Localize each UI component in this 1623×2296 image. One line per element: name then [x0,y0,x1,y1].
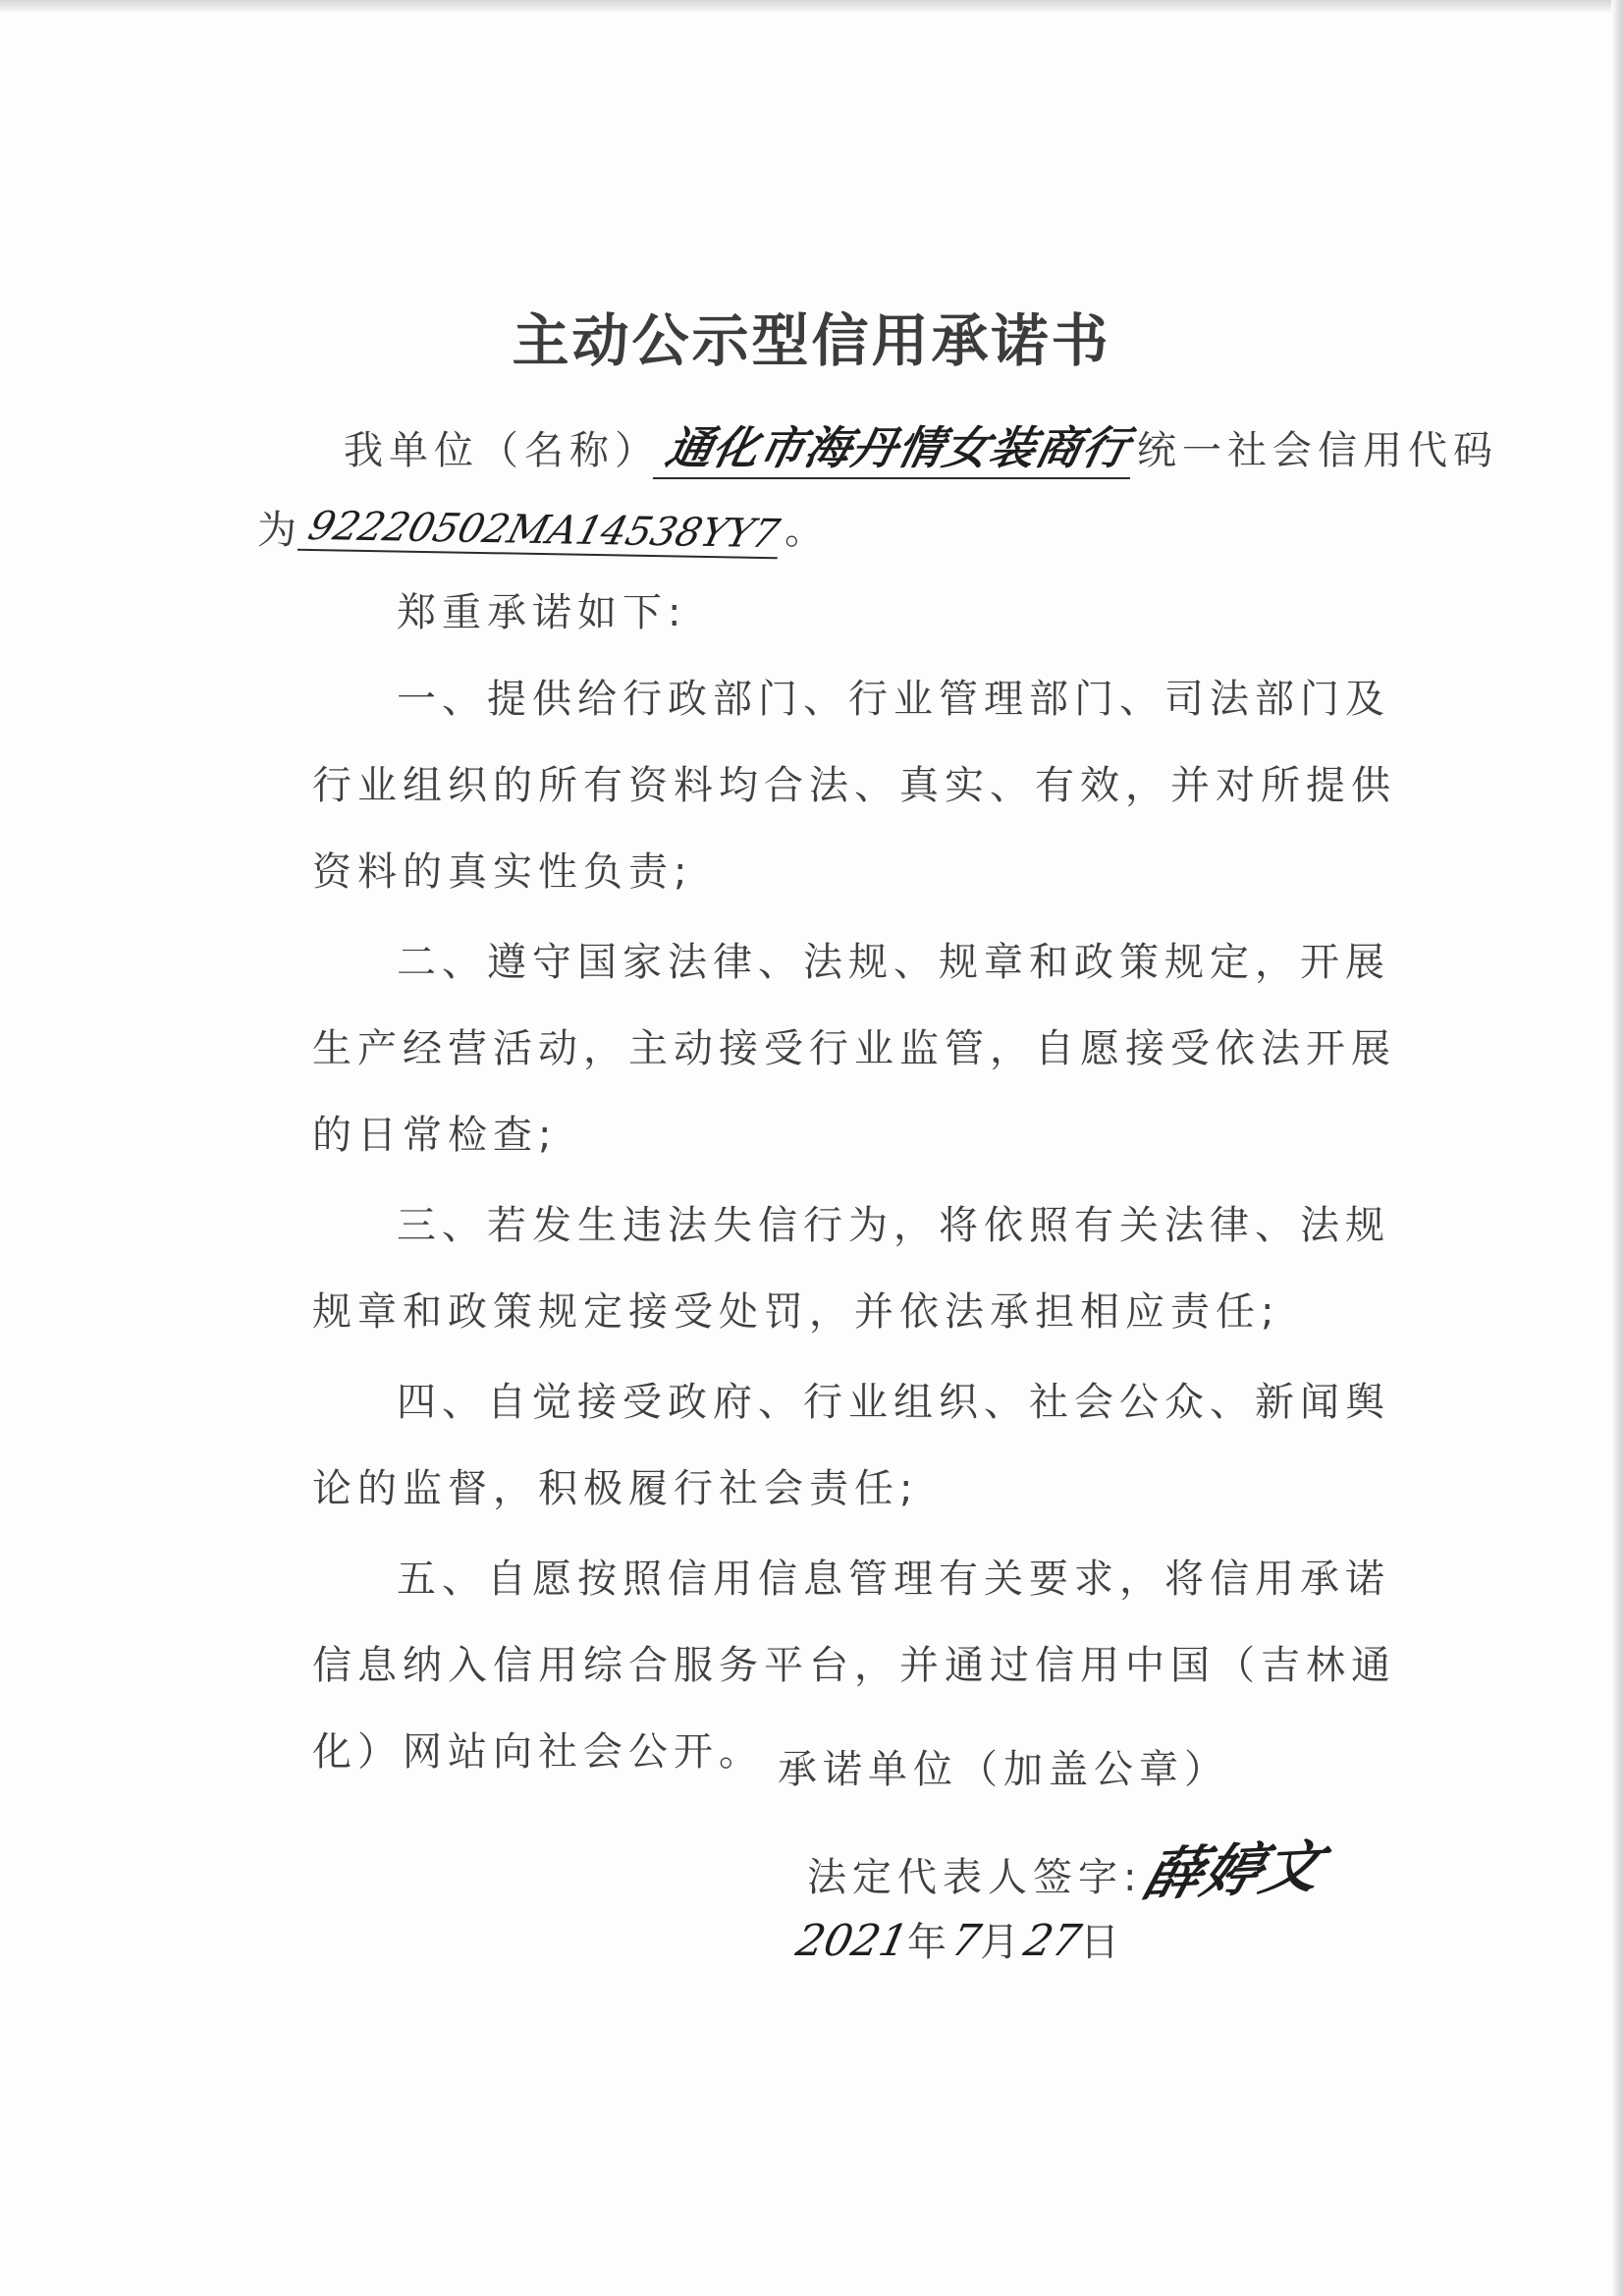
date-year-unit: 年 [906,1920,952,1965]
credit-code-line [257,499,830,558]
date-month-unit: 月 [979,1920,1025,1965]
date-year-handwritten: 2021 [791,1916,913,1966]
clause-2: 二、遵守国家法律、法规、规章和政策规定，开展生产经营活动，主动接受行业监管，自愿接受依法开展的日常检查; [312,940,1396,1158]
intro-suffix: 统一社会信用代码 [1137,428,1498,473]
scan-edge-top [0,0,1623,14]
promise-intro: 郑重承诺如下: [397,590,687,635]
unit-name-handwritten: 通化市海丹情女装商行 [653,412,1144,479]
legal-rep-signature: 薛婷文 [1136,1832,1331,1909]
legal-rep-label: 法定代表人签字: [807,1855,1143,1900]
clause-5: 五、自愿按照信用信息管理有关要求，将信用承诺信息纳入信用综合服务平台，并通过信用中国（吉林通化）网站向社会公开。 [312,1557,1396,1775]
code-suffix: 。 [784,508,830,553]
credit-code-handwritten: 92220502MA14538YY7 [298,504,790,560]
seal-label: 承诺单位（加盖公章） [778,1747,1229,1792]
clause-4: 四、自觉接受政府、行业组织、社会公众、新闻舆论的监督，积极履行社会责任; [312,1380,1390,1511]
clause-3: 三、若发生违法失信行为，将依照有关法律、法规规章和政策规定接受处罚，并依法承担相应责任; [312,1203,1390,1335]
code-prefix: 为 [257,508,302,553]
date-day-handwritten: 27 [1019,1916,1086,1966]
intro-prefix: 我单位（名称） [344,428,660,473]
unit-name-line [344,412,1498,479]
clause-1: 一、提供给行政部门、行业管理部门、司法部门及行业组织的所有资料均合法、真实、有效，并对所提供资料的真实性负责; [312,677,1396,895]
legal-rep-line [807,1825,1331,1909]
date-month-handwritten: 7 [947,1916,986,1966]
date-line [791,1911,1125,1967]
date-day-unit: 日 [1079,1920,1125,1965]
document-title: 主动公示型信用承诺书 [512,307,1111,374]
